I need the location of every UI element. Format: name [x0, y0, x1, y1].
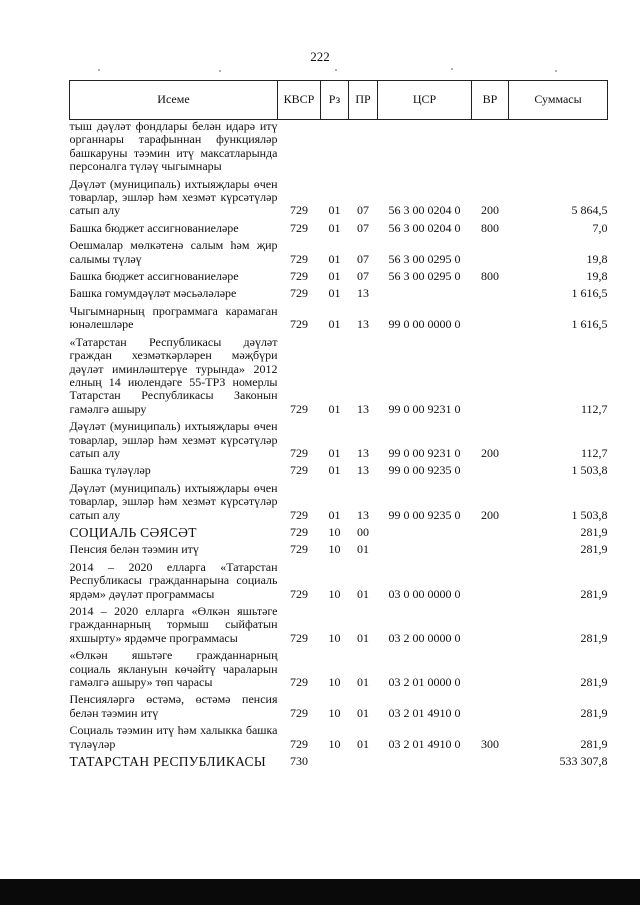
cell-csr: 03 0 00 0000 0 — [388, 586, 461, 601]
cell-pr: 07 — [357, 203, 369, 218]
cell-rz: 10 — [328, 630, 341, 645]
cell-vr: 800 — [481, 220, 499, 235]
cell-sum: 19,8 — [586, 269, 608, 284]
cell-name: Дәүләт (муниципаль) ихтыяҗлары өчен товарлар, эшләр һәм хезмәт күрсәтүләр сатып алу — [69, 419, 278, 460]
cell-vr — [472, 601, 509, 645]
cell-vr — [472, 301, 509, 332]
cell-rz: 10 — [328, 736, 341, 751]
cell-rz: 01 — [328, 269, 341, 284]
cell-kvsr: 729 — [290, 507, 308, 522]
cell-csr — [378, 539, 472, 556]
cell-rz — [321, 120, 349, 174]
cell-rz: 01 — [328, 463, 341, 478]
cell-vr — [472, 751, 509, 768]
cell-name: Оешмалар мөлкәтенә салым һәм җир салымы түләү — [69, 238, 278, 266]
cell-csr: 56 3 00 0204 0 — [388, 203, 461, 218]
budget-table — [69, 80, 608, 768]
cell-pr: 13 — [357, 317, 369, 332]
cell-name: Пенсияләргә өстәмә, өстәмә пенсия белән тәэмин итү — [69, 692, 278, 720]
header-csr: ЦСР — [378, 81, 472, 120]
cell-rz: 01 — [328, 286, 341, 301]
table-row — [70, 478, 608, 522]
table-header-row — [70, 81, 608, 120]
cell-sum: 281,9 — [580, 630, 608, 645]
cell-rz: 01 — [328, 220, 341, 235]
table-row — [70, 266, 608, 283]
cell-kvsr: 729 — [290, 286, 308, 301]
cell-pr: 01 — [357, 675, 369, 690]
page-number: 222 — [310, 49, 330, 64]
cell-name: Дәүләт (муниципаль) ихтыяҗлары өчен товарлар, эшләр һәм хезмәт күрсәтүләр сатып алу — [69, 176, 278, 218]
cell-sum: 533 307,8 — [559, 754, 608, 769]
cell-csr — [378, 283, 472, 300]
cell-vr: 800 — [481, 269, 499, 284]
cell-vr — [472, 645, 509, 689]
table-row — [70, 539, 608, 556]
header-kvsr: КВСР — [278, 81, 321, 120]
cell-kvsr: 729 — [290, 630, 308, 645]
cell-vr: 300 — [481, 736, 499, 751]
cell-rz: 10 — [328, 705, 341, 720]
cell-csr — [378, 120, 472, 174]
cell-sum: 281,9 — [580, 524, 608, 539]
cell-pr: 01 — [357, 705, 369, 720]
cell-kvsr: 729 — [290, 251, 308, 266]
cell-rz — [321, 751, 349, 768]
cell-pr: 01 — [357, 542, 369, 557]
cell-kvsr: 729 — [290, 269, 308, 284]
cell-pr: 07 — [357, 269, 369, 284]
cell-pr: 01 — [357, 736, 369, 751]
cell-name: «Өлкән яшьтәге гражданнарның социаль яклануын көчәйтү чараларын гамәлгә ашыру» төп чарасы — [69, 648, 278, 690]
cell-name: 2014 – 2020 елларга «Өлкән яшьтәге гражданнарның тормыш сыйфатын яхшырту» ярдәмче программасы — [69, 604, 278, 645]
cell-sum: 19,8 — [586, 251, 608, 266]
cell-csr: 56 3 00 0204 0 — [388, 220, 461, 235]
cell-pr: 00 — [357, 524, 369, 539]
table-row — [70, 301, 608, 332]
cell-kvsr: 730 — [290, 754, 308, 769]
cell-sum: 5 864,5 — [571, 203, 608, 218]
cell-rz: 01 — [328, 317, 341, 332]
cell-kvsr: 729 — [290, 736, 308, 751]
cell-vr — [472, 332, 509, 416]
cell-pr — [349, 751, 378, 768]
header-sum: Суммасы — [509, 81, 608, 120]
cell-csr: 99 0 00 9235 0 — [388, 463, 461, 478]
cell-sum: 1 616,5 — [571, 286, 608, 301]
cell-vr — [472, 120, 509, 174]
table-row — [70, 751, 608, 768]
cell-name: «Татарстан Республикасы дәүләт граждан хезмәткәрләрен мәҗбүри дәүләт иминләштерүе турында» 2012 елның 14 июлендәге 55-ТРЗ номерлы Татарстан Республикасы Законын гамәлгә ашыру — [69, 334, 278, 416]
header-name: Исеме — [70, 81, 278, 120]
cell-pr: 01 — [357, 630, 369, 645]
cell-csr — [378, 751, 472, 768]
cell-pr: 13 — [357, 507, 369, 522]
cell-csr: 99 0 00 9235 0 — [388, 507, 461, 522]
cell-kvsr: 729 — [290, 542, 308, 557]
cell-vr: 200 — [481, 445, 499, 460]
cell-csr: 03 2 01 0000 0 — [388, 675, 461, 690]
cell-rz: 10 — [328, 586, 341, 601]
cell-kvsr: 729 — [290, 203, 308, 218]
cell-csr: 99 0 00 9231 0 — [388, 401, 461, 416]
cell-csr: 99 0 00 0000 0 — [388, 317, 461, 332]
cell-name: Пенсия белән тәэмин итү — [69, 542, 199, 557]
cell-kvsr — [278, 120, 321, 174]
cell-sum: 281,9 — [580, 675, 608, 690]
table-row — [70, 601, 608, 645]
cell-name: Башка бюджет ассигнованиеләре — [69, 269, 239, 284]
cell-rz: 01 — [328, 203, 341, 218]
cell-sum: 281,9 — [580, 736, 608, 751]
cell-name: Социаль тәэмин итү һәм халыкка башка түләүләр — [69, 723, 278, 751]
cell-vr: 200 — [481, 507, 499, 522]
scan-bottom-edge — [0, 879, 640, 905]
cell-pr: 13 — [357, 401, 369, 416]
scan-dots — [0, 66, 640, 74]
cell-csr: 03 2 00 0000 0 — [388, 630, 461, 645]
cell-sum: 7,0 — [592, 220, 608, 235]
table-row — [70, 332, 608, 416]
table-body — [70, 120, 608, 769]
cell-csr — [378, 522, 472, 539]
cell-vr — [472, 522, 509, 539]
cell-pr: 13 — [357, 286, 369, 301]
cell-kvsr: 729 — [290, 705, 308, 720]
table-row — [70, 416, 608, 460]
table-row — [70, 522, 608, 539]
cell-pr — [349, 120, 378, 174]
table-row — [70, 174, 608, 218]
cell-kvsr: 729 — [290, 220, 308, 235]
cell-pr: 13 — [357, 463, 369, 478]
header-vr: ВР — [472, 81, 509, 120]
cell-sum: 281,9 — [580, 542, 608, 557]
table-row — [70, 557, 608, 601]
table-row — [70, 460, 608, 477]
cell-kvsr: 729 — [290, 675, 308, 690]
cell-name: Чыгымнарның программага карамаган юнәлешләре — [69, 303, 278, 332]
cell-csr: 99 0 00 9231 0 — [388, 445, 461, 460]
cell-kvsr: 729 — [290, 317, 308, 332]
cell-sum — [509, 120, 608, 174]
header-pr: ПР — [349, 81, 378, 120]
cell-rz: 01 — [328, 401, 341, 416]
cell-name: Башка бюджет ассигнованиеләре — [69, 220, 239, 235]
table-row — [70, 645, 608, 689]
cell-name: Дәүләт (муниципаль) ихтыяҗлары өчен товарлар, эшләр һәм хезмәт күрсәтүләр сатып алу — [69, 480, 278, 522]
cell-name: тыш дәүләт фондлары белән идарә итү органнары тарафыннан функцияләр башкаруны тәэмин итү максатларында персоналга түләү чыгымнары — [69, 119, 278, 174]
cell-rz: 01 — [328, 445, 341, 460]
cell-rz: 10 — [328, 542, 341, 557]
cell-pr: 13 — [357, 445, 369, 460]
cell-csr: 03 2 01 4910 0 — [388, 705, 461, 720]
cell-vr — [472, 689, 509, 720]
cell-name: СОЦИАЛЬ СӘЯСӘТ — [69, 524, 197, 540]
table-row — [70, 235, 608, 266]
cell-name: 2014 – 2020 елларга «Татарстан Республикасы гражданнарына социаль ярдәм» дәүләт программасы — [69, 559, 278, 601]
cell-pr: 07 — [357, 251, 369, 266]
cell-rz: 01 — [328, 507, 341, 522]
cell-sum: 112,7 — [580, 401, 608, 416]
cell-vr — [472, 283, 509, 300]
cell-kvsr: 729 — [290, 401, 308, 416]
cell-kvsr: 729 — [290, 586, 308, 601]
cell-name: Башка түләүләр — [69, 463, 151, 478]
cell-vr: 200 — [481, 203, 499, 218]
cell-kvsr: 729 — [290, 524, 308, 539]
cell-pr: 07 — [357, 220, 369, 235]
cell-sum: 1 503,8 — [571, 463, 608, 478]
cell-sum: 1 503,8 — [571, 507, 608, 522]
cell-sum: 281,9 — [580, 586, 608, 601]
cell-vr — [472, 460, 509, 477]
cell-rz: 10 — [328, 675, 341, 690]
table-row — [70, 720, 608, 751]
cell-csr: 56 3 00 0295 0 — [388, 251, 461, 266]
table-row — [70, 689, 608, 720]
cell-name: ТАТАРСТАН РЕСПУБЛИКАСЫ — [69, 754, 266, 770]
cell-csr: 03 2 01 4910 0 — [388, 736, 461, 751]
cell-rz: 10 — [328, 524, 341, 539]
cell-kvsr: 729 — [290, 463, 308, 478]
cell-vr — [472, 539, 509, 556]
cell-vr — [472, 235, 509, 266]
table-row — [70, 218, 608, 235]
cell-kvsr: 729 — [290, 445, 308, 460]
cell-sum: 281,9 — [580, 705, 608, 720]
cell-sum: 112,7 — [580, 445, 608, 460]
cell-name: Башка гомумдәүләт мәсьәләләре — [69, 286, 237, 301]
cell-csr: 56 3 00 0295 0 — [388, 269, 461, 284]
cell-rz: 01 — [328, 251, 341, 266]
table-row — [70, 283, 608, 300]
table-row — [70, 120, 608, 174]
cell-pr: 01 — [357, 586, 369, 601]
cell-sum: 1 616,5 — [571, 317, 608, 332]
header-rz: Рз — [321, 81, 349, 120]
cell-vr — [472, 557, 509, 601]
